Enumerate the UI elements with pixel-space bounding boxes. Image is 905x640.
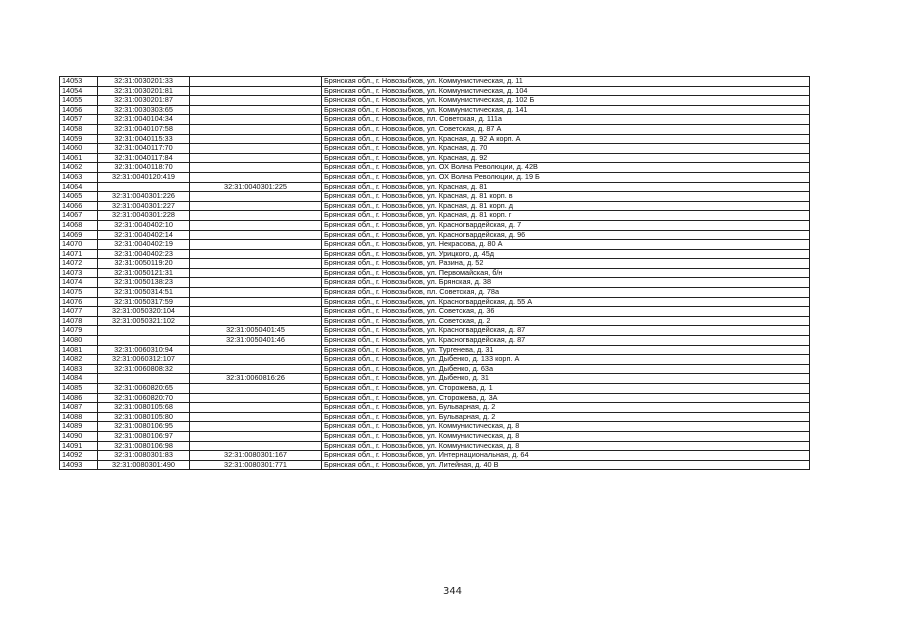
table-row [60, 451, 810, 461]
address-cell: Брянская обл., г. Новозыбков, ул. Бульварная, д. 2 [322, 403, 810, 413]
address-cell: Брянская обл., г. Новозыбков, ул. Литейная, д. 40 В [322, 460, 810, 470]
table-row [60, 403, 810, 413]
cadastral-number-new-cell [190, 124, 322, 134]
row-number-cell: 14092 [60, 451, 98, 461]
cadastral-number-cell: 32:31:0040402:14 [98, 230, 190, 240]
row-number-cell: 14064 [60, 182, 98, 192]
table-row [60, 393, 810, 403]
row-number-cell: 14093 [60, 460, 98, 470]
cadastral-number-cell: 32:31:0030201:33 [98, 77, 190, 87]
cadastral-number-new-cell: 32:31:0080301:167 [190, 451, 322, 461]
row-number-cell: 14076 [60, 297, 98, 307]
cadastral-number-cell [98, 336, 190, 346]
cadastral-number-cell: 32:31:0040301:228 [98, 211, 190, 221]
cadastral-number-cell: 32:31:0040115:33 [98, 134, 190, 144]
cadastral-number-cell: 32:31:0040118:70 [98, 163, 190, 173]
cadastral-number-cell: 32:31:0040402:23 [98, 249, 190, 259]
address-cell: Брянская обл., г. Новозыбков, ул. Красногвардейская, д. 55 А [322, 297, 810, 307]
address-cell: Брянская обл., г. Новозыбков, ул. Коммунистическая, д. 102 Б [322, 96, 810, 106]
address-cell: Брянская обл., г. Новозыбков, ул. Дыбенко, д. 63а [322, 364, 810, 374]
cadastral-number-cell: 32:31:0040107:58 [98, 124, 190, 134]
row-number-cell: 14082 [60, 355, 98, 365]
cadastral-number-cell: 32:31:0050119:20 [98, 259, 190, 269]
row-number-cell: 14073 [60, 268, 98, 278]
cadastral-number-cell: 32:31:0060312:107 [98, 355, 190, 365]
cadastral-number-cell: 32:31:0060808:32 [98, 364, 190, 374]
cadastral-number-cell: 32:31:0050321:102 [98, 316, 190, 326]
table-row [60, 163, 810, 173]
row-number-cell: 14083 [60, 364, 98, 374]
address-cell: Брянская обл., г. Новозыбков, ул. Дыбенко, д. 31 [322, 374, 810, 384]
cadastral-number-new-cell: 32:31:0040301:225 [190, 182, 322, 192]
address-cell: Брянская обл., г. Новозыбков, ул. Красногвардейская, д. 87 [322, 326, 810, 336]
table-row [60, 230, 810, 240]
row-number-cell: 14063 [60, 172, 98, 182]
cadastral-number-new-cell [190, 144, 322, 154]
cadastral-number-new-cell [190, 105, 322, 115]
row-number-cell: 14053 [60, 77, 98, 87]
address-cell: Брянская обл., г. Новозыбков, ул. Разина, д. 52 [322, 259, 810, 269]
row-number-cell: 14078 [60, 316, 98, 326]
table-row [60, 240, 810, 250]
address-cell: Брянская обл., г. Новозыбков, ул. Красная, д. 81 [322, 182, 810, 192]
cadastral-number-cell: 32:31:0080105:68 [98, 403, 190, 413]
cadastral-number-cell: 32:31:0080301:83 [98, 451, 190, 461]
cadastral-number-cell: 32:31:0060820:70 [98, 393, 190, 403]
cadastral-number-new-cell [190, 192, 322, 202]
table-row [60, 172, 810, 182]
address-cell: Брянская обл., г. Новозыбков, ул. Коммунистическая, д. 8 [322, 422, 810, 432]
address-cell: Брянская обл., г. Новозыбков, ул. Некрасова, д. 80 А [322, 240, 810, 250]
cadastral-number-new-cell [190, 384, 322, 394]
row-number-cell: 14068 [60, 220, 98, 230]
cadastral-number-new-cell [190, 134, 322, 144]
row-number-cell: 14085 [60, 384, 98, 394]
address-cell: Брянская обл., г. Новозыбков, ул. Коммунистическая, д. 8 [322, 441, 810, 451]
table-row [60, 297, 810, 307]
address-cell: Брянская обл., г. Новозыбков, ул. Урицкого, д. 45д [322, 249, 810, 259]
table-row [60, 124, 810, 134]
cadastral-number-new-cell: 32:31:0080301:771 [190, 460, 322, 470]
address-cell: Брянская обл., г. Новозыбков, ул. Красная, д. 70 [322, 144, 810, 154]
address-cell: Брянская обл., г. Новозыбков, пл. Советская, д. 111а [322, 115, 810, 125]
table-row [60, 86, 810, 96]
cadastral-number-cell: 32:31:0080106:95 [98, 422, 190, 432]
address-cell: Брянская обл., г. Новозыбков, ул. Красная, д. 81 корп. г [322, 211, 810, 221]
cadastral-number-cell: 32:31:0040104:34 [98, 115, 190, 125]
cadastral-number-cell: 32:31:0050317:59 [98, 297, 190, 307]
cadastral-number-cell: 32:31:0080106:98 [98, 441, 190, 451]
cadastral-number-new-cell [190, 201, 322, 211]
cadastral-number-new-cell [190, 268, 322, 278]
cadastral-number-cell: 32:31:0060820:65 [98, 384, 190, 394]
cadastral-number-cell: 32:31:0030201:87 [98, 96, 190, 106]
cadastral-number-new-cell [190, 172, 322, 182]
cadastral-number-new-cell: 32:31:0060816:26 [190, 374, 322, 384]
cadastral-number-cell [98, 326, 190, 336]
cadastral-number-new-cell [190, 355, 322, 365]
cadastral-number-cell: 32:31:0040117:70 [98, 144, 190, 154]
table-row [60, 384, 810, 394]
table-row [60, 326, 810, 336]
address-cell: Брянская обл., г. Новозыбков, ул. Дыбенко, д. 133 корп. А [322, 355, 810, 365]
table-row [60, 412, 810, 422]
row-number-cell: 14077 [60, 307, 98, 317]
row-number-cell: 14072 [60, 259, 98, 269]
cadastral-number-new-cell [190, 393, 322, 403]
table-row [60, 316, 810, 326]
address-cell: Брянская обл., г. Новозыбков, ул. Тургенева, д. 31 [322, 345, 810, 355]
table-row [60, 278, 810, 288]
address-cell: Брянская обл., г. Новозыбков, ул. Брянская, д. 38 [322, 278, 810, 288]
address-cell: Брянская обл., г. Новозыбков, ул. Сторожева, д. 1 [322, 384, 810, 394]
cadastral-number-cell: 32:31:0030201:81 [98, 86, 190, 96]
cadastral-number-cell: 32:31:0050320:104 [98, 307, 190, 317]
cadastral-number-cell [98, 374, 190, 384]
cadastral-number-cell: 32:31:0050314:51 [98, 288, 190, 298]
table-row [60, 134, 810, 144]
cadastral-number-new-cell [190, 163, 322, 173]
table-row [60, 96, 810, 106]
address-cell: Брянская обл., г. Новозыбков, пл. Советская, д. 78а [322, 288, 810, 298]
table-row [60, 259, 810, 269]
row-number-cell: 14059 [60, 134, 98, 144]
table-row [60, 374, 810, 384]
address-cell: Брянская обл., г. Новозыбков, ул. Красногвардейская, д. 87 [322, 336, 810, 346]
cadastral-number-new-cell: 32:31:0050401:45 [190, 326, 322, 336]
row-number-cell: 14086 [60, 393, 98, 403]
cadastral-number-new-cell [190, 288, 322, 298]
row-number-cell: 14055 [60, 96, 98, 106]
cadastral-number-new-cell [190, 96, 322, 106]
table-row [60, 211, 810, 221]
table-row [60, 153, 810, 163]
address-cell: Брянская обл., г. Новозыбков, ул. Коммунистическая, д. 11 [322, 77, 810, 87]
row-number-cell: 14088 [60, 412, 98, 422]
table-row [60, 249, 810, 259]
row-number-cell: 14070 [60, 240, 98, 250]
table-row [60, 460, 810, 470]
table-row [60, 77, 810, 87]
cadastral-number-cell: 32:31:0080105:80 [98, 412, 190, 422]
cadastral-number-cell: 32:31:0040120:419 [98, 172, 190, 182]
address-cell: Брянская обл., г. Новозыбков, ул. Красногвардейская, д. 96 [322, 230, 810, 240]
cadastral-number-cell: 32:31:0040402:10 [98, 220, 190, 230]
cadastral-number-new-cell [190, 403, 322, 413]
cadastral-number-new-cell [190, 278, 322, 288]
cadastral-number-new-cell [190, 230, 322, 240]
table-row [60, 422, 810, 432]
cadastral-number-new-cell [190, 307, 322, 317]
row-number-cell: 14080 [60, 336, 98, 346]
row-number-cell: 14054 [60, 86, 98, 96]
row-number-cell: 14061 [60, 153, 98, 163]
table-row [60, 192, 810, 202]
cadastral-number-new-cell [190, 431, 322, 441]
cadastral-number-new-cell [190, 240, 322, 250]
row-number-cell: 14060 [60, 144, 98, 154]
cadastral-number-new-cell [190, 115, 322, 125]
table-row [60, 431, 810, 441]
row-number-cell: 14084 [60, 374, 98, 384]
cadastral-number-cell: 32:31:0050121:31 [98, 268, 190, 278]
cadastral-number-cell: 32:31:0060310:94 [98, 345, 190, 355]
address-cell: Брянская обл., г. Новозыбков, ул. Советская, д. 2 [322, 316, 810, 326]
table-row [60, 336, 810, 346]
cadastral-number-new-cell [190, 345, 322, 355]
row-number-cell: 14090 [60, 431, 98, 441]
address-cell: Брянская обл., г. Новозыбков, ул. ОХ Волна Революции, д. 19 Б [322, 172, 810, 182]
address-cell: Брянская обл., г. Новозыбков, ул. Красная, д. 81 корп. в [322, 192, 810, 202]
address-cell: Брянская обл., г. Новозыбков, ул. Красная, д. 92 А корп. А [322, 134, 810, 144]
table-row [60, 220, 810, 230]
row-number-cell: 14074 [60, 278, 98, 288]
address-cell: Брянская обл., г. Новозыбков, ул. Интернациональная, д. 64 [322, 451, 810, 461]
cadastral-number-new-cell [190, 441, 322, 451]
table-row [60, 307, 810, 317]
table-row [60, 345, 810, 355]
cadastral-number-new-cell: 32:31:0050401:46 [190, 336, 322, 346]
cadastral-number-cell: 32:31:0040402:19 [98, 240, 190, 250]
table-row [60, 182, 810, 192]
row-number-cell: 14067 [60, 211, 98, 221]
row-number-cell: 14071 [60, 249, 98, 259]
cadastral-number-new-cell [190, 249, 322, 259]
cadastral-number-new-cell [190, 364, 322, 374]
address-cell: Брянская обл., г. Новозыбков, ул. Коммунистическая, д. 104 [322, 86, 810, 96]
address-cell: Брянская обл., г. Новозыбков, ул. Советская, д. 87 А [322, 124, 810, 134]
cadastral-number-new-cell [190, 77, 322, 87]
cadastral-number-cell: 32:31:0040301:227 [98, 201, 190, 211]
cadastral-number-cell: 32:31:0050138:23 [98, 278, 190, 288]
cadastral-number-cell: 32:31:0030303:65 [98, 105, 190, 115]
address-cell: Брянская обл., г. Новозыбков, ул. Красная, д. 81 корп. д [322, 201, 810, 211]
cadastral-number-cell [98, 182, 190, 192]
address-cell: Брянская обл., г. Новозыбков, ул. Сторожева, д. 3А [322, 393, 810, 403]
table-row [60, 105, 810, 115]
row-number-cell: 14056 [60, 105, 98, 115]
row-number-cell: 14091 [60, 441, 98, 451]
cadastral-number-new-cell [190, 153, 322, 163]
cadastral-number-new-cell [190, 316, 322, 326]
address-cell: Брянская обл., г. Новозыбков, ул. ОХ Волна Революции, д. 42В [322, 163, 810, 173]
address-cell: Брянская обл., г. Новозыбков, ул. Советская, д. 36 [322, 307, 810, 317]
row-number-cell: 14081 [60, 345, 98, 355]
registry-table [59, 76, 810, 470]
row-number-cell: 14079 [60, 326, 98, 336]
cadastral-number-new-cell [190, 86, 322, 96]
row-number-cell: 14075 [60, 288, 98, 298]
table-row [60, 288, 810, 298]
address-cell: Брянская обл., г. Новозыбков, ул. Красная, д. 92 [322, 153, 810, 163]
cadastral-number-new-cell [190, 412, 322, 422]
row-number-cell: 14057 [60, 115, 98, 125]
cadastral-number-new-cell [190, 211, 322, 221]
table-row [60, 115, 810, 125]
row-number-cell: 14069 [60, 230, 98, 240]
address-cell: Брянская обл., г. Новозыбков, ул. Коммунистическая, д. 141 [322, 105, 810, 115]
address-cell: Брянская обл., г. Новозыбков, ул. Первомайская, б/н [322, 268, 810, 278]
cadastral-number-new-cell [190, 259, 322, 269]
table-row [60, 364, 810, 374]
address-cell: Брянская обл., г. Новозыбков, ул. Коммунистическая, д. 8 [322, 431, 810, 441]
cadastral-number-new-cell [190, 297, 322, 307]
cadastral-number-cell: 32:31:0040301:226 [98, 192, 190, 202]
table-row [60, 144, 810, 154]
address-cell: Брянская обл., г. Новозыбков, ул. Бульварная, д. 2 [322, 412, 810, 422]
row-number-cell: 14058 [60, 124, 98, 134]
row-number-cell: 14066 [60, 201, 98, 211]
cadastral-number-cell: 32:31:0080301:490 [98, 460, 190, 470]
table-row [60, 201, 810, 211]
cadastral-number-cell: 32:31:0040117:84 [98, 153, 190, 163]
row-number-cell: 14062 [60, 163, 98, 173]
page-number: 344 [442, 586, 463, 597]
registry-table-body [60, 77, 810, 470]
cadastral-number-new-cell [190, 220, 322, 230]
row-number-cell: 14065 [60, 192, 98, 202]
cadastral-number-cell: 32:31:0080106:97 [98, 431, 190, 441]
table-row [60, 441, 810, 451]
table-row [60, 268, 810, 278]
table-row [60, 355, 810, 365]
cadastral-number-new-cell [190, 422, 322, 432]
row-number-cell: 14089 [60, 422, 98, 432]
address-cell: Брянская обл., г. Новозыбков, ул. Красногвардейская, д. 7 [322, 220, 810, 230]
row-number-cell: 14087 [60, 403, 98, 413]
